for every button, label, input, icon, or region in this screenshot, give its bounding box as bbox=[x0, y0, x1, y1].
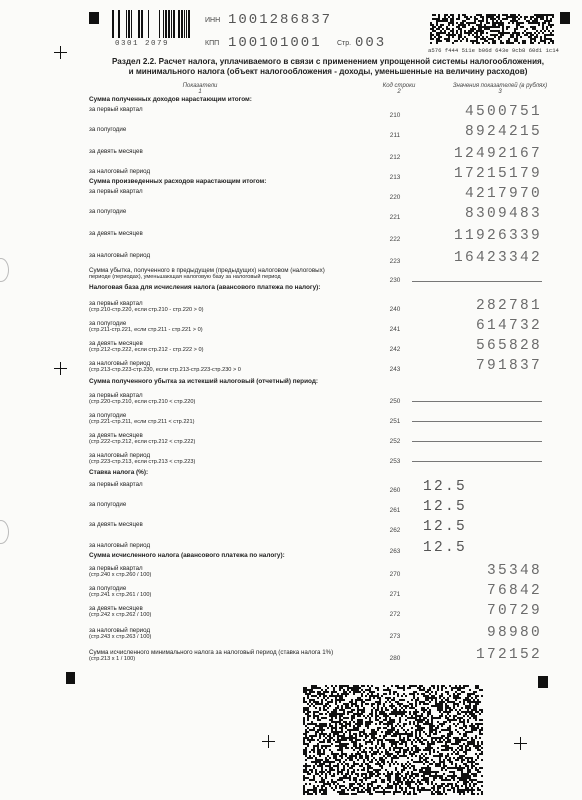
row-label: за девять месяцев bbox=[89, 432, 143, 439]
row-value: 17215179 bbox=[453, 166, 542, 182]
column-header-values: Значения показателей (в рублях) 3 bbox=[452, 83, 548, 95]
row-value: 172152 bbox=[475, 647, 542, 663]
row-code: 221 bbox=[389, 214, 401, 221]
row-label: за налоговый период bbox=[89, 168, 151, 175]
empty-value-line bbox=[412, 461, 542, 462]
row-value: 11926339 bbox=[453, 228, 542, 244]
row-label: за первый квартал bbox=[89, 481, 143, 488]
form-row-252 bbox=[0, 430, 582, 448]
row-code: 212 bbox=[389, 154, 401, 161]
row-label: за налоговый период bbox=[89, 252, 151, 259]
row-value: 614732 bbox=[475, 318, 542, 334]
form-row-272 bbox=[0, 603, 582, 621]
row-formula: (стр.211-стр.221, если стр.211 - стр.221 > 0) bbox=[89, 327, 203, 333]
row-label: за девять месяцев bbox=[89, 230, 143, 237]
row-code: 220 bbox=[389, 194, 401, 201]
row-formula: (стр.243 х стр.263 / 100) bbox=[89, 634, 152, 640]
row-value: 12.5 bbox=[423, 540, 468, 556]
form-row-221 bbox=[0, 206, 582, 224]
form-row-230 bbox=[0, 265, 582, 283]
row-formula: (стр.242 х стр.262 / 100) bbox=[89, 612, 152, 618]
row-label: за полугодие bbox=[89, 501, 127, 508]
row-label: за полугодие bbox=[89, 320, 127, 327]
form-row-273 bbox=[0, 625, 582, 643]
row-label: за первый квартал bbox=[89, 565, 143, 572]
registration-cross-bottom-left bbox=[262, 735, 275, 748]
section-title-line-1: Раздел 2.2. Расчет налога, уплачиваемого в связи с применением упрощенной системы налогообложения, bbox=[111, 57, 545, 66]
row-formula: (стр.222-стр.212, если стр.212 < стр.222) bbox=[89, 439, 196, 445]
row-code: 271 bbox=[389, 591, 401, 598]
row-code: 250 bbox=[389, 398, 401, 405]
empty-value-line bbox=[412, 421, 542, 422]
row-code: 253 bbox=[389, 458, 401, 465]
form-row-211 bbox=[0, 124, 582, 142]
form-row-270 bbox=[0, 563, 582, 581]
form-row-251 bbox=[0, 410, 582, 428]
row-code: 211 bbox=[389, 132, 401, 139]
form-row-261 bbox=[0, 499, 582, 517]
row-label: Сумма исчисленного минимального налога за налоговый период (ставка налога 1%) bbox=[89, 649, 334, 656]
row-code: 272 bbox=[389, 611, 401, 618]
form-row-242 bbox=[0, 338, 582, 356]
inn-value: 1001286837 bbox=[228, 12, 333, 28]
form-row-280 bbox=[0, 647, 582, 665]
column-header-indicators: Показатели 1 bbox=[182, 83, 218, 95]
row-code: 261 bbox=[389, 507, 401, 514]
barcode-number: 0301 2079 bbox=[115, 40, 170, 48]
section-title-line-2: и минимального налога (объект налогообложения - доходы, уменьшенные на величину расходов) bbox=[128, 67, 528, 76]
kpp-value: 100101001 bbox=[228, 35, 322, 51]
row-formula: (стр.213-стр.223-стр.230, если стр.213-стр.223-стр.230 > 0 bbox=[89, 367, 241, 373]
row-code: 230 bbox=[389, 277, 401, 284]
row-label: за девять месяцев bbox=[89, 340, 143, 347]
section-tax-rate: Ставка налога (%): bbox=[89, 469, 149, 476]
form-row-213 bbox=[0, 166, 582, 184]
form-row-262 bbox=[0, 519, 582, 537]
row-label: за полугодие bbox=[89, 585, 127, 592]
row-value: 8924215 bbox=[464, 124, 542, 140]
form-row-240 bbox=[0, 298, 582, 316]
row-label: за первый квартал bbox=[89, 106, 143, 113]
row-label: Сумма убытка, полученного в предыдущем (предыдущих) налоговом (налоговых) bbox=[89, 267, 325, 274]
page-number: 003 bbox=[355, 35, 387, 51]
linear-barcode bbox=[112, 10, 192, 38]
row-value: 12.5 bbox=[423, 519, 468, 535]
row-label: за налоговый период bbox=[89, 542, 151, 549]
form-row-271 bbox=[0, 583, 582, 601]
registration-cross-bottom-right bbox=[514, 737, 527, 750]
row-value: 8309483 bbox=[464, 206, 542, 222]
form-row-210 bbox=[0, 104, 582, 122]
row-code: 213 bbox=[389, 174, 401, 181]
row-value: 282781 bbox=[475, 298, 542, 314]
row-code: 280 bbox=[389, 655, 401, 662]
row-formula: (стр.210-стр.220, если стр.210 - стр.220 > 0) bbox=[89, 307, 204, 313]
row-value: 12.5 bbox=[423, 479, 468, 495]
row-label: за первый квартал bbox=[89, 188, 143, 195]
row-value: 35348 bbox=[486, 563, 542, 579]
form-row-250 bbox=[0, 390, 582, 408]
registration-cross-top bbox=[54, 46, 67, 59]
row-value: 16423342 bbox=[453, 250, 542, 266]
section-calculated-tax: Сумма исчисленного налога (авансового платежа по налогу): bbox=[89, 552, 285, 559]
row-label: за налоговый период bbox=[89, 452, 151, 459]
form-row-253 bbox=[0, 450, 582, 468]
row-formula: периоде (периодах), уменьшающая налоговую базу за налоговый период bbox=[89, 274, 281, 280]
row-code: 223 bbox=[389, 258, 401, 265]
form-row-263 bbox=[0, 540, 582, 558]
form-row-241 bbox=[0, 318, 582, 336]
row-label: за девять месяцев bbox=[89, 605, 143, 612]
row-code: 241 bbox=[389, 326, 401, 333]
row-code: 222 bbox=[389, 236, 401, 243]
row-formula: (стр.221-стр.211, если стр.211 < стр.221) bbox=[89, 419, 195, 425]
row-code: 240 bbox=[389, 306, 401, 313]
row-code: 252 bbox=[389, 438, 401, 445]
row-code: 263 bbox=[389, 548, 401, 555]
row-code: 251 bbox=[389, 418, 401, 425]
row-value: 12492167 bbox=[453, 146, 542, 162]
form-row-260 bbox=[0, 479, 582, 497]
row-code: 260 bbox=[389, 487, 401, 494]
row-value: 76842 bbox=[486, 583, 542, 599]
section-loss: Сумма полученного убытка за истекший налоговый (отчетный) период: bbox=[89, 378, 319, 385]
row-code: 242 bbox=[389, 346, 401, 353]
inn-label: ИНН bbox=[205, 17, 221, 24]
row-code: 273 bbox=[389, 633, 401, 640]
row-formula: (стр.223-стр.213, если стр.213 < стр.223) bbox=[89, 459, 196, 465]
document-hash-code: a576 f444 511e b06d 643e 9cb8 60d1 1c14 bbox=[428, 47, 559, 54]
section-expenses: Сумма произведенных расходов нарастающим итогом: bbox=[89, 178, 267, 185]
row-formula: (стр.240 х стр.260 / 100) bbox=[89, 572, 152, 578]
empty-value-line bbox=[412, 401, 542, 402]
row-formula: (стр.220-стр.210, если стр.210 < стр.220) bbox=[89, 399, 196, 405]
row-value: 791837 bbox=[475, 358, 542, 374]
empty-value-line bbox=[412, 281, 542, 282]
corner-marker-top-right bbox=[560, 12, 570, 24]
row-code: 262 bbox=[389, 527, 401, 534]
row-value: 565828 bbox=[475, 338, 542, 354]
row-label: за первый квартал bbox=[89, 392, 143, 399]
row-formula: (стр.241 х стр.261 / 100) bbox=[89, 592, 152, 598]
row-value: 12.5 bbox=[423, 499, 468, 515]
section-title bbox=[88, 57, 568, 77]
matrix-barcode-bottom bbox=[303, 685, 483, 795]
row-label: за полугодие bbox=[89, 412, 127, 419]
row-label: за налоговый период bbox=[89, 627, 151, 634]
kpp-label: КПП bbox=[205, 40, 220, 47]
row-value: 70729 bbox=[486, 603, 542, 619]
corner-marker-bottom-left bbox=[66, 672, 75, 684]
corner-marker-bottom-right bbox=[538, 676, 548, 688]
form-row-212 bbox=[0, 146, 582, 164]
row-code: 210 bbox=[389, 112, 401, 119]
section-income: Сумма полученных доходов нарастающим итогом: bbox=[89, 96, 252, 103]
row-code: 270 bbox=[389, 571, 401, 578]
row-value: 4217970 bbox=[464, 186, 542, 202]
corner-marker-top-left bbox=[89, 12, 99, 24]
row-label: за первый квартал bbox=[89, 300, 143, 307]
row-label: за полугодие bbox=[89, 126, 127, 133]
row-label: за полугодие bbox=[89, 208, 127, 215]
matrix-barcode-top bbox=[430, 14, 554, 44]
row-value: 4500751 bbox=[464, 104, 542, 120]
row-formula: (стр.212-стр.222, если стр.212 - стр.222 > 0) bbox=[89, 347, 204, 353]
section-tax-base: Налоговая база для исчисления налога (авансового платежа по налогу): bbox=[89, 284, 321, 291]
column-header-code: Код строки 2 bbox=[382, 83, 416, 95]
row-label: за девять месяцев bbox=[89, 521, 143, 528]
page-label: Стр. bbox=[337, 40, 352, 47]
row-value: 98980 bbox=[486, 625, 542, 641]
row-label: за девять месяцев bbox=[89, 148, 143, 155]
empty-value-line bbox=[412, 441, 542, 442]
row-formula: (стр.213 х 1 / 100) bbox=[89, 656, 136, 662]
row-label: за налоговый период bbox=[89, 360, 151, 367]
form-row-222 bbox=[0, 228, 582, 246]
form-row-243 bbox=[0, 358, 582, 376]
form-row-220 bbox=[0, 186, 582, 204]
row-code: 243 bbox=[389, 366, 401, 373]
